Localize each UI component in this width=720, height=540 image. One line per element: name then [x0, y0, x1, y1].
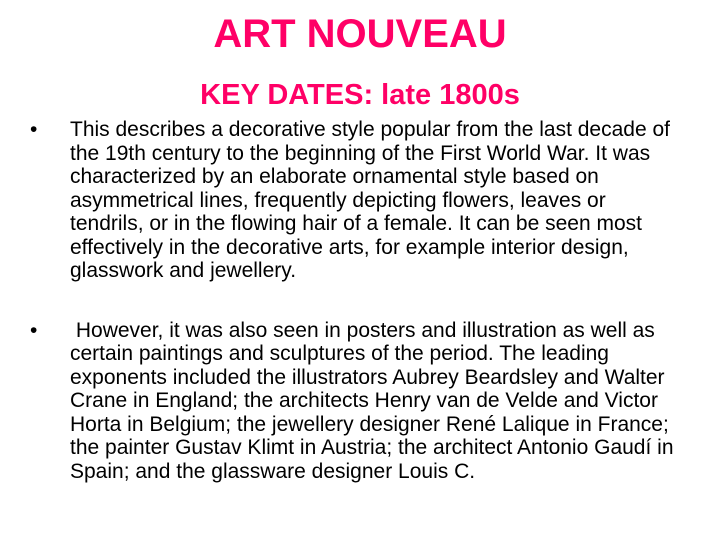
bullet-item-description: [30, 118, 680, 283]
bullet-text: However, it was also seen in posters and illustration as well as certain paintings and sculptures of the period. The leading exponents included the illustrators Aubrey Beardsley and Walter Crane in England; the architects Henry van de Velde and Victor Horta in Belgium; the jewellery designer René Lalique in France; the painter Gustav Klimt in Austria; the architect Antonio Gaudí in Spain; and the glassware designer Louis C.: [70, 318, 680, 483]
bullet-text: This describes a decorative style popular from the last decade of the 19th century to the beginning of the First World War. It was characterized by an elaborate ornamental style based on asymmetrical lines, frequently depicting flowers, leaves or tendrils, or in the flowing hair of a female. It can be seen most effectively in the decorative arts, for example interior design, glasswork and jewellery.: [70, 118, 676, 282]
slide-title: ART NOUVEAU: [213, 12, 507, 56]
bullet-list: [30, 118, 680, 483]
slide-subtitle: KEY DATES: late 1800s: [200, 79, 520, 111]
bullet-item-exponents: [30, 319, 680, 484]
bullet-icon: •: [30, 118, 38, 141]
bullet-icon: •: [30, 318, 38, 342]
